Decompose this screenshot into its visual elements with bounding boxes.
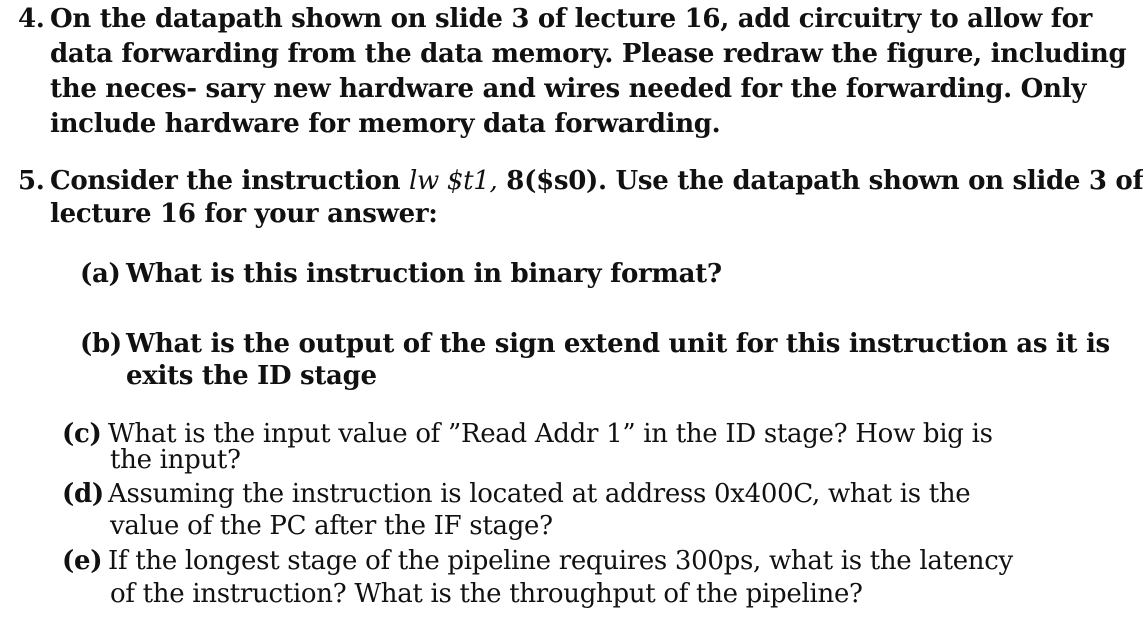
part-d-line-1: Assuming the instruction is located at address 0x400C, what is the bbox=[108, 479, 971, 509]
instruction-code: lw $t1, bbox=[408, 166, 498, 196]
part-c-label: (c) bbox=[62, 419, 102, 449]
part-e-line-2: of the instruction? What is the throughput of the pipeline? bbox=[110, 579, 863, 609]
question-5-number: 5. bbox=[18, 166, 45, 196]
part-d-line-2: value of the PC after the IF stage? bbox=[110, 511, 553, 541]
question-4-line-1: 4. On the datapath shown on slide 3 of lecture 16, add circuitry to allow for bbox=[18, 4, 1093, 34]
part-a-label: (a) bbox=[80, 259, 121, 289]
part-e-label: (e) bbox=[62, 546, 103, 576]
question-4-line-2: data forwarding from the data memory. Please redraw the figure, including bbox=[50, 39, 1127, 69]
part-b-line-2: exits the ID stage bbox=[126, 361, 377, 391]
part-c-line-2: the input? bbox=[110, 445, 241, 475]
part-e-line-1: If the longest stage of the pipeline requires 300ps, what is the latency bbox=[108, 546, 1013, 576]
part-a-text: What is this instruction in binary format? bbox=[126, 259, 722, 289]
question-5-line-2: lecture 16 for your answer: bbox=[50, 199, 438, 229]
part-c-line-1: What is the input value of ”Read Addr 1” in the ID stage? How big is bbox=[108, 419, 993, 449]
question-4-line-3: the neces- sary new hardware and wires needed for the forwarding. Only bbox=[50, 74, 1086, 104]
part-b-label: (b) bbox=[80, 329, 122, 359]
part-d bbox=[62, 478, 970, 510]
part-b bbox=[80, 328, 1110, 360]
question-4-number: 4. bbox=[18, 4, 45, 34]
question-4-line-4: include hardware for memory data forwarding. bbox=[50, 109, 721, 139]
part-e bbox=[62, 545, 1013, 577]
part-b-line-1: What is the output of the sign extend unit for this instruction as it is bbox=[126, 329, 1110, 359]
part-d-label: (d) bbox=[62, 479, 104, 509]
question-5-line-1: 5. Consider the instruction lw $t1, 8($s0). Use the datapath shown on slide 3 of bbox=[18, 166, 1143, 196]
part-a bbox=[80, 258, 722, 290]
